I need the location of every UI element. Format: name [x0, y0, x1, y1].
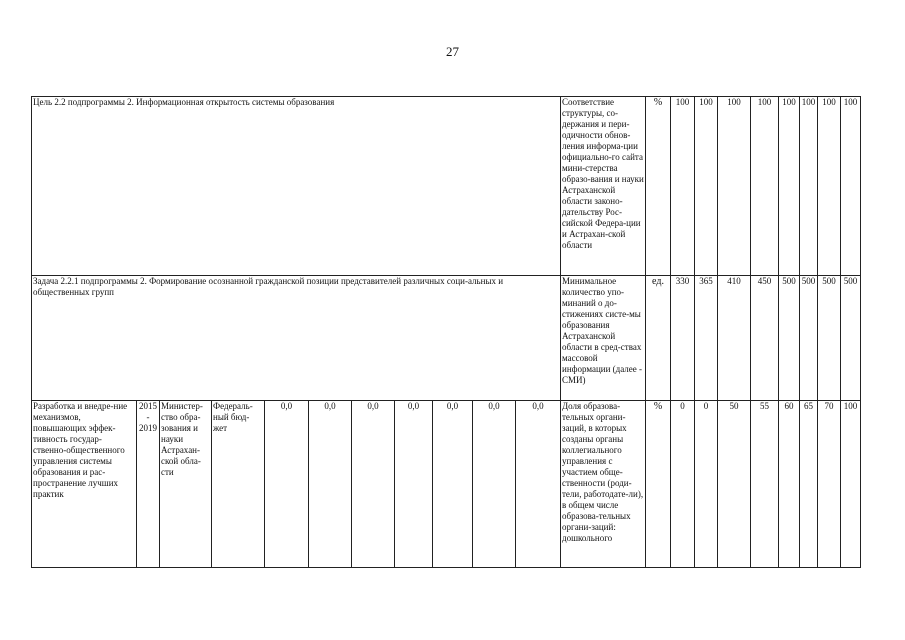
goal-unit: % [646, 97, 671, 276]
task-value-2: 365 [695, 276, 718, 401]
activity-funding-5: 0,0 [433, 401, 473, 568]
activity-name: Разработка и внедре-ние механизмов, повышающих эффек-тивность государ-ственно-общественного управления системы образования и рас-пространение лучших практик [32, 401, 137, 568]
goal-value-1: 100 [671, 97, 695, 276]
activity-value-3: 50 [718, 401, 751, 568]
goal-indicator: Соответствие структуры, со-держания и пери-одичности обнов-ления информа-ции официально-го сайта мини-стерства образо-вания и науки Астраханской области законо-дательству Рос-сийской Федера-ции и Астрахан-ской области [561, 97, 646, 276]
goal-value-8: 100 [841, 97, 861, 276]
activity-value-7: 70 [818, 401, 841, 568]
task-value-7: 500 [818, 276, 841, 401]
goal-value-4: 100 [751, 97, 779, 276]
activity-period: 2015 - 2019 [137, 401, 160, 568]
goal-value-7: 100 [818, 97, 841, 276]
activity-indicator: Доля образова-тельных органи-заций, в которых созданы органы коллегиального управления с участием обще-ственности (роди-тели, работодате-ли), в общем числе образова-тельных органи-заций: дошкольного [561, 401, 646, 568]
task-value-3: 410 [718, 276, 751, 401]
task-row [32, 276, 861, 401]
task-value-8: 500 [841, 276, 861, 401]
task-value-6: 500 [800, 276, 818, 401]
task-value-1: 330 [671, 276, 695, 401]
activity-value-6: 65 [800, 401, 818, 568]
goal-row [32, 97, 861, 276]
goal-value-5: 100 [779, 97, 800, 276]
task-unit: ед. [646, 276, 671, 401]
task-value-5: 500 [779, 276, 800, 401]
activity-unit: % [646, 401, 671, 568]
activity-funding-2: 0,0 [309, 401, 352, 568]
activity-value-4: 55 [751, 401, 779, 568]
task-title: Задача 2.2.1 подпрограммы 2. Формирование осознанной гражданской позиции представителей различных соци-альных и общественных групп [32, 276, 561, 401]
program-table [31, 96, 861, 568]
goal-title: Цель 2.2 подпрограммы 2. Информационная открытость системы образования [32, 97, 561, 276]
task-indicator: Минимальное количество упо-минаний о до-стижениях систе-мы образования Астраханской области в сред-ствах массовой информации (далее - СМИ) [561, 276, 646, 401]
activity-value-5: 60 [779, 401, 800, 568]
page-number: 27 [446, 44, 459, 59]
activity-funding-6: 0,0 [473, 401, 516, 568]
activity-funding-source: Федераль-ный бюд-жет [212, 401, 265, 568]
activity-funding-1: 0,0 [265, 401, 309, 568]
goal-value-3: 100 [718, 97, 751, 276]
task-value-4: 450 [751, 276, 779, 401]
activity-funding-7: 0,0 [516, 401, 561, 568]
goal-value-2: 100 [695, 97, 718, 276]
activity-value-2: 0 [695, 401, 718, 568]
activity-value-1: 0 [671, 401, 695, 568]
activity-value-8: 100 [841, 401, 861, 568]
activity-executor: Министер-ство обра-зования и науки Астрахан-ской обла-сти [160, 401, 212, 568]
goal-value-6: 100 [800, 97, 818, 276]
activity-funding-3: 0,0 [352, 401, 395, 568]
activity-funding-4: 0,0 [395, 401, 433, 568]
activity-row [32, 401, 861, 568]
